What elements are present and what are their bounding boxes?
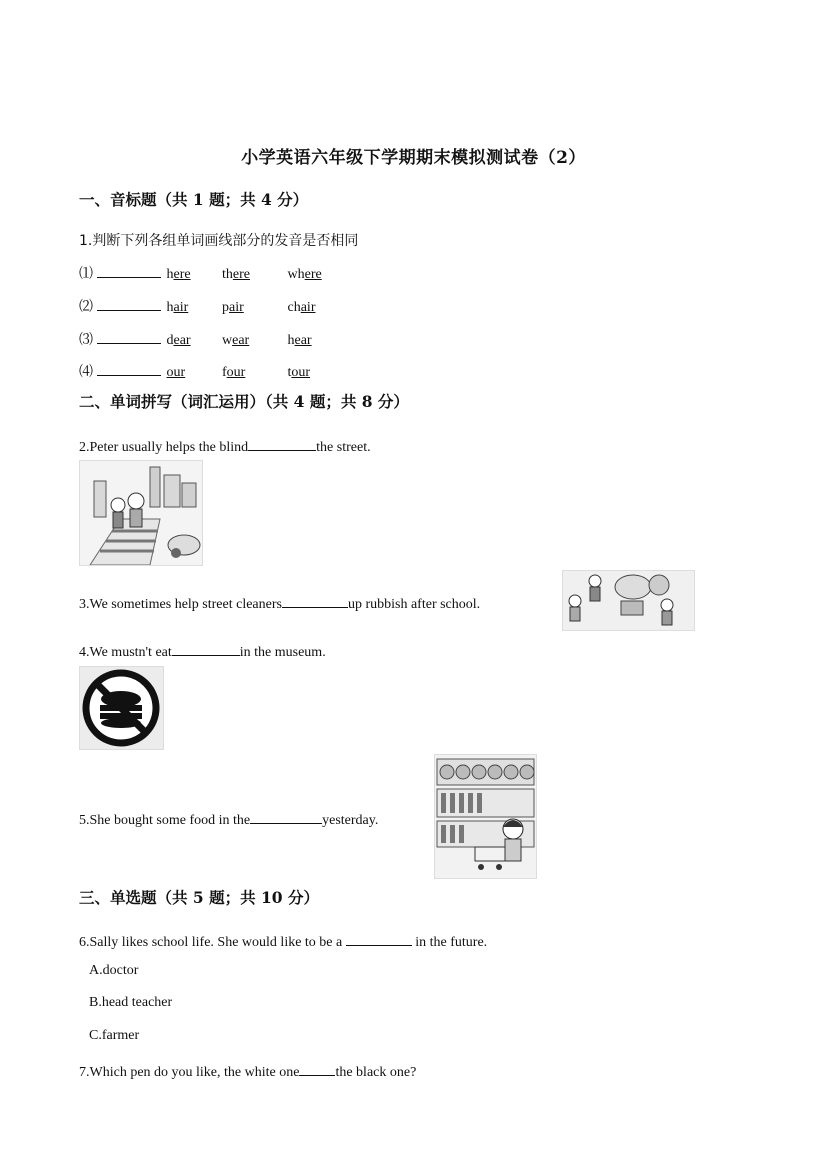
word-2: four <box>222 365 246 380</box>
row-number: ⑷ <box>79 365 93 380</box>
option-b[interactable]: B.head teacher <box>89 995 173 1010</box>
supermarket-illustration <box>434 754 537 879</box>
question-7: 7.Which pen do you like, the white one the black one? <box>79 1060 416 1081</box>
answer-blank[interactable] <box>97 329 161 344</box>
answer-blank[interactable] <box>248 435 316 451</box>
question-3: 3.We sometimes help street cleaners up rubbish after school. <box>79 592 480 613</box>
word-1: dear <box>166 333 191 348</box>
word-1: here <box>166 267 191 282</box>
question-4: 4.We mustn't eat in the museum. <box>79 640 326 661</box>
crossing-street-illustration <box>79 460 203 566</box>
section-3-heading: 三、单选题（共 5 题；共 10 分） <box>79 888 319 907</box>
row-number: ⑵ <box>79 300 93 315</box>
answer-blank[interactable] <box>97 296 161 311</box>
word-1: our <box>166 365 186 380</box>
question-1-text: 1.判断下列各组单词画线部分的发音是否相同 <box>79 233 359 249</box>
question-2: 2.Peter usually helps the blind the street. <box>79 435 371 456</box>
answer-blank[interactable] <box>172 640 240 656</box>
question-1-row-2 <box>79 296 315 316</box>
word-3: hear <box>287 333 312 348</box>
section-1-heading: 一、音标题（共 1 题；共 4 分） <box>79 190 309 209</box>
no-eating-sign-icon <box>79 666 164 750</box>
question-1-row-1 <box>79 263 322 283</box>
word-2: pair <box>222 300 244 315</box>
answer-blank[interactable] <box>299 1060 335 1076</box>
answer-blank[interactable] <box>282 592 348 608</box>
page-title: 小学英语六年级下学期期末模拟测试卷（2） <box>241 148 586 168</box>
word-3: tour <box>287 365 311 380</box>
question-6: 6.Sally likes school life. She would like to be a in the future. <box>79 930 487 951</box>
option-a[interactable]: A.doctor <box>89 963 139 978</box>
answer-blank[interactable] <box>97 361 161 376</box>
word-3: where <box>287 267 322 282</box>
row-number: ⑶ <box>79 333 93 348</box>
answer-blank[interactable] <box>97 263 161 278</box>
word-2: there <box>222 267 250 282</box>
row-number: ⑴ <box>79 267 93 282</box>
question-5: 5.She bought some food in the yesterday. <box>79 808 378 829</box>
answer-blank[interactable] <box>250 808 322 824</box>
option-c[interactable]: C.farmer <box>89 1028 140 1043</box>
picking-rubbish-illustration <box>562 570 695 631</box>
word-1: hair <box>166 300 189 315</box>
question-1-row-4 <box>79 361 310 381</box>
section-2-heading: 二、单词拼写（词汇运用）（共 4 题；共 8 分） <box>79 392 409 411</box>
question-1-row-3 <box>79 329 312 349</box>
word-3: chair <box>287 300 316 315</box>
answer-blank[interactable] <box>346 930 412 946</box>
word-2: wear <box>222 333 250 348</box>
